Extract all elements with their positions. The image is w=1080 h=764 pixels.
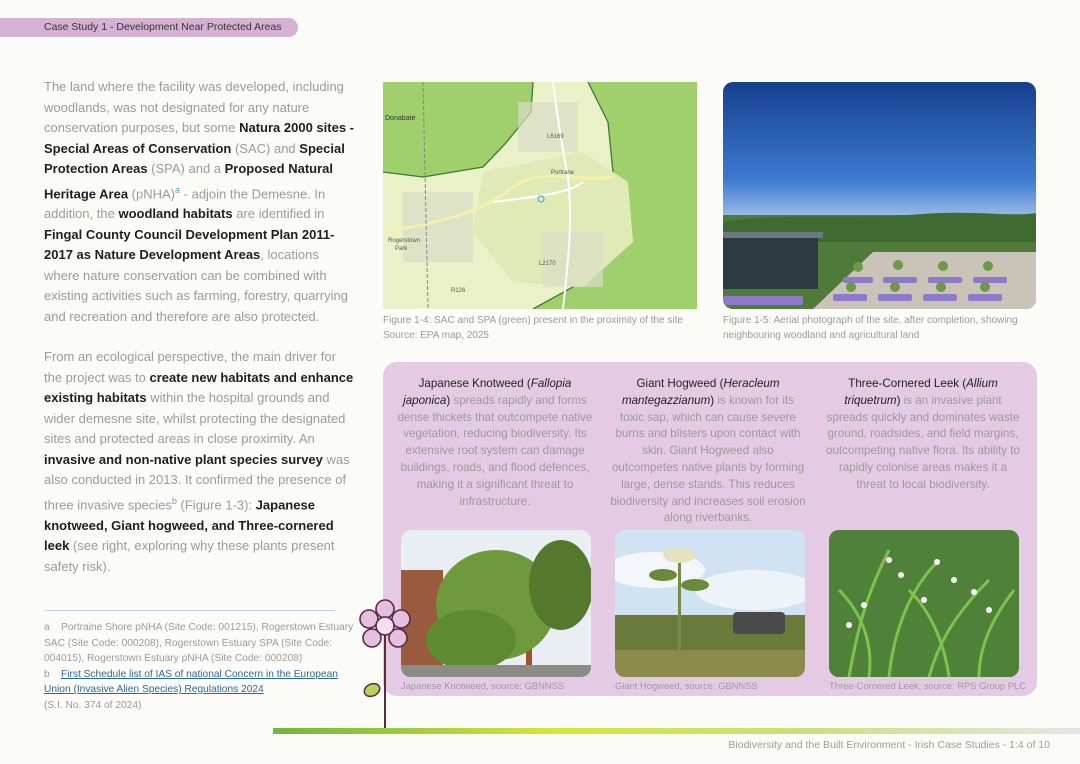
footnote-b: b First Schedule list of IAS of national Concern in the European Union (Invasive Alien Species) Regulations 2024 (S.I. No. 374 of 2024) [44,668,338,711]
photo-caption-leek: Three-Cornered Leek, source: RPS Group PLC [829,680,1026,691]
text-run: The land where the facility was developed, including woodlands, was not designated for any nature conservation purposes, but some [44,79,344,135]
emphasis-text: create new habitats and enhance existing habitats [44,369,354,406]
svg-text:Park: Park [395,246,408,252]
paragraph-1 [44,77,356,327]
svg-text:R126: R126 [451,288,466,294]
epa-map [383,82,697,309]
photo-caption-knotweed: Japanese Knotweed, source: GBNNSS [401,680,565,691]
text-run: - adjoin the Demesne. In addition, the [44,185,326,222]
svg-text:Rogerstown: Rogerstown [388,238,421,244]
flower-decoration-icon [352,596,418,730]
page-footer: Biodiversity and the Built Environment - Irish Case Studies - 1:4 of 10 [728,739,1050,751]
svg-text:L6169: L6169 [547,134,564,140]
emphasis-text: Natura 2000 sites - Special Areas of Conservation [44,120,355,156]
species-card-hogweed: Giant Hogweed (Heracleum mantegazzianum) is known for its toxic sap, which can cause severe burns and blisters upon contact with skin. Giant Hogweed also outcompetes native plants by forming large, dense stands. This reduces biodiversity and increases soil erosion along riverbanks. [610,377,806,525]
aerial-caption: Figure 1-5: Aerial photograph of the site, after completion, showing neighbouring woodland and agricultural land [723,315,1018,341]
paragraph-2 [44,347,356,577]
footnote-ref: b [171,495,177,506]
emphasis-text: Proposed Natural Heritage Area [44,161,333,201]
footer-color-bar [273,728,1080,734]
aerial-graphic [723,82,1036,309]
section-header-pill [0,18,298,37]
text-run: (see right, exploring why these plants present safety risk). [44,538,335,574]
text-run: (pNHA) [128,185,176,201]
photo-knotweed [401,530,591,677]
aerial-photo [723,82,1036,309]
footnote-b-link[interactable]: First Schedule list of IAS of national Concern in the European Union (Invasive Alien Species) Regulations 2024 [44,668,338,695]
footnote-divider [44,610,335,611]
section-title: Case Study 1 - Development Near Protected Areas [44,21,282,33]
photo-caption-hogweed: Giant Hogweed, source: GBNNSS [615,680,758,691]
svg-text:Portrane: Portrane [551,170,575,176]
emphasis-text: Special Protection Areas [44,140,345,176]
footnotes [44,620,356,713]
text-run: (Figure 1-3): [176,497,256,513]
map-graphic [383,82,697,309]
emphasis-text: invasive and non-native plant species survey [44,451,323,467]
photo-hogweed [615,530,805,677]
emphasis-text: woodland habitats [118,206,233,222]
species-card-leek: Three-Cornered Leek (Allium triquetrum) is an invasive plant spreads quickly and dominates waste ground, roadsides, and field margins, outcompeting native flora. Its ability to rapidly colonise areas makes it a threat to local biodiversity. [826,377,1020,491]
footnote-a: a Portraine Shore pNHA (Site Code: 001215), Rogerstown Estuary SAC (Site Code: 000208), Rogerstown Estuary SPA (Site Code: 004015), Rogerstown Estuary pNHA (Site Code: 000208) [44,622,354,664]
map-caption: Figure 1-4: SAC and SPA (green) present in the proximity of the site Source: EPA map, 2025 [383,315,683,341]
photo-three-cornered-leek [829,530,1019,677]
body-text [44,77,356,577]
text-run: From an ecological perspective, the main driver for the project was to [44,349,336,385]
text-run: are identified in [232,206,325,222]
text-run: (SPA) and a [147,161,225,176]
emphasis-text: Fingal County Council Development Plan 2011-2017 as Nature Development Areas [44,226,335,263]
text-run: (SAC) and [231,140,300,156]
text-run: , locations where nature conservation can be combined with existing activities such as farming, forestry, quarrying and recreation and therefore are also protected. [44,247,348,324]
emphasis-text: Japanese knotweed, Giant hogweed, and Three-cornered leek [44,497,334,554]
svg-text:L2170: L2170 [539,261,556,267]
footnote-ref: a [175,184,181,195]
species-card-knotweed: Japanese Knotweed (Fallopia japonica) spreads rapidly and forms dense thickets that outcompete native vegetation, reducing biodiversity. Its extensive root system can damage buildings, roads, and flood defences, making it a significant threat to infrastructure. [397,377,593,508]
svg-text:Donabate: Donabate [385,115,416,122]
text-run: was also conducted in 2013. It confirmed the presence of three invasive species [44,451,350,513]
text-run: within the hospital grounds and wider demesne site, whilst protecting the designated sites and protected areas in close proximity. An [44,390,346,447]
